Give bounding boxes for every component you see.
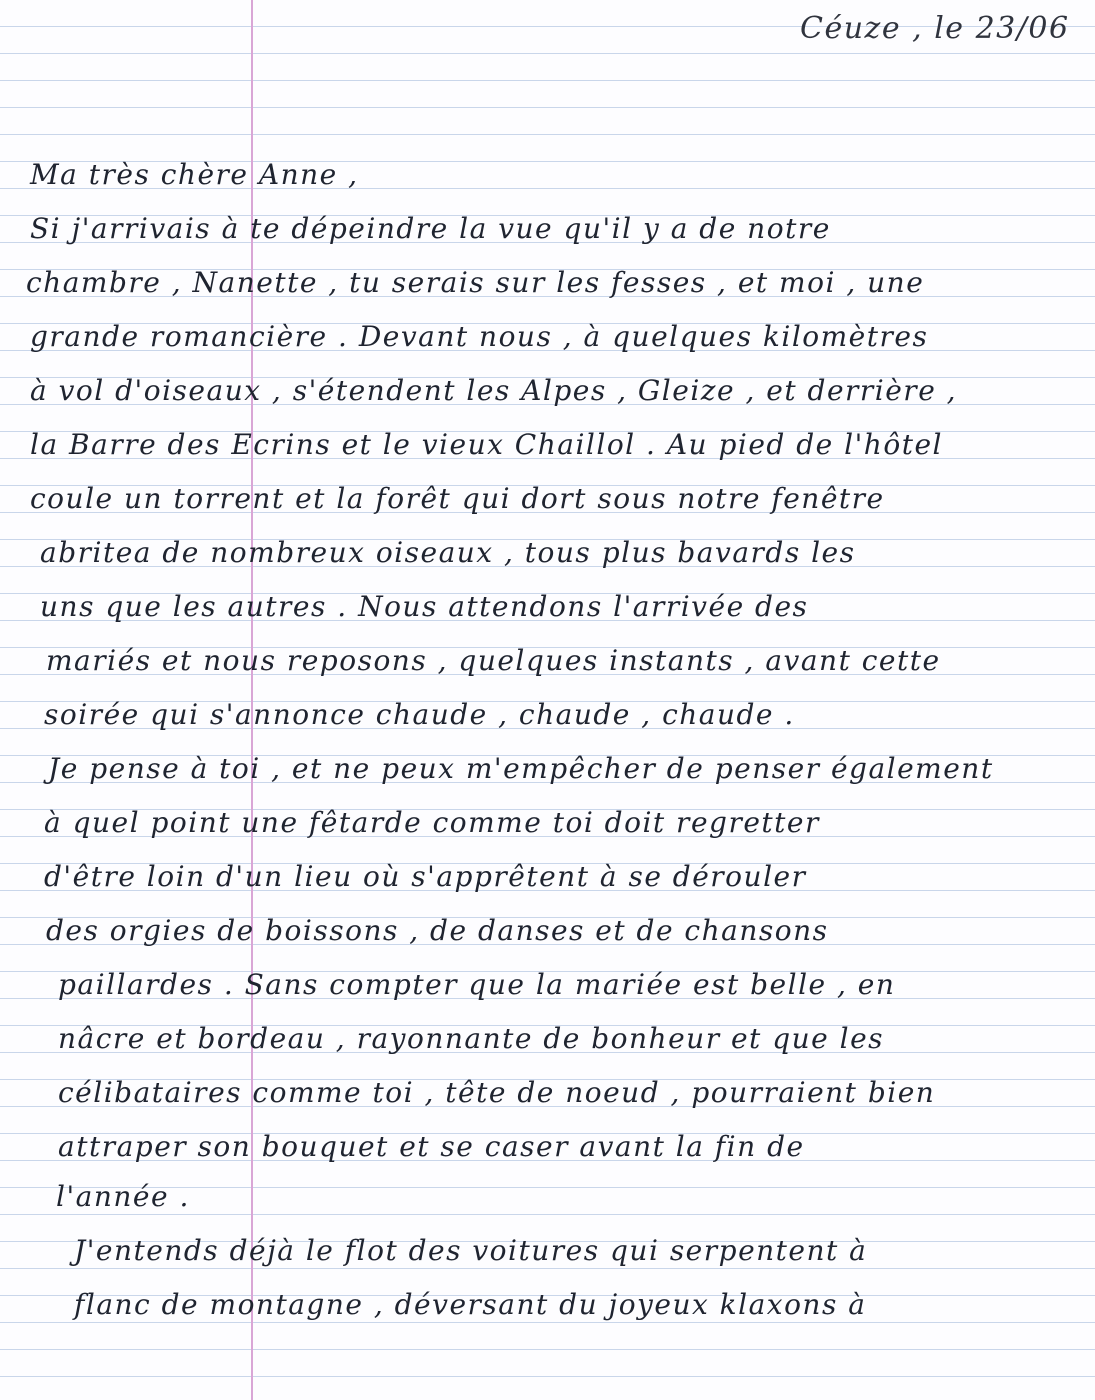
letter-line-17: nâcre et bordeau , rayonnante de bonheur et que les — [58, 1022, 885, 1055]
letter-line-18: célibataires comme toi , tête de noeud , pourraient bien — [58, 1076, 936, 1109]
letter-line-3: chambre , Nanette , tu serais sur les fesses , et moi , une — [26, 266, 925, 299]
letter-line-20: l'année . — [56, 1180, 190, 1213]
salutation-line: Ma très chère Anne , — [30, 158, 359, 191]
letter-date: Céuze , le 23/06 — [800, 11, 1070, 46]
letter-line-5: à vol d'oiseaux , s'étendent les Alpes , Gleize , et derrière , — [30, 374, 958, 407]
letter-line-13: à quel point une fêtarde comme toi doit regretter — [44, 806, 820, 839]
letter-line-15: des orgies de boissons , de danses et de chansons — [46, 914, 829, 947]
letter-line-9: uns que les autres . Nous attendons l'arrivée des — [40, 590, 809, 623]
letter-line-11: soirée qui s'annonce chaude , chaude , chaude . — [44, 698, 795, 731]
letter-line-16: paillardes . Sans compter que la mariée est belle , en — [58, 968, 896, 1001]
letter-line-12: Je pense à toi , et ne peux m'empêcher de penser également — [48, 752, 994, 785]
letter-line-14: d'être loin d'un lieu où s'apprêtent à se dérouler — [44, 860, 807, 893]
letter-line-6: la Barre des Ecrins et le vieux Chaillol . Au pied de l'hôtel — [30, 428, 943, 461]
letter-line-21: J'entends déjà le flot des voitures qui serpentent à — [74, 1234, 868, 1267]
letter-line-4: grande romancière . Devant nous , à quelques kilomètres — [30, 320, 929, 353]
letter-line-19: attraper son bouquet et se caser avant la fin de — [58, 1130, 805, 1163]
letter-line-2: Si j'arrivais à te dépeindre la vue qu'il y a de notre — [30, 212, 831, 245]
letter-line-10: mariés et nous reposons , quelques instants , avant cette — [46, 644, 941, 677]
letter-line-22: flanc de montagne , déversant du joyeux klaxons à — [74, 1288, 867, 1321]
letter-line-8: abritea de nombreux oiseaux , tous plus bavards les — [40, 536, 856, 569]
letter-line-7: coule un torrent et la forêt qui dort sous notre fenêtre — [30, 482, 885, 515]
